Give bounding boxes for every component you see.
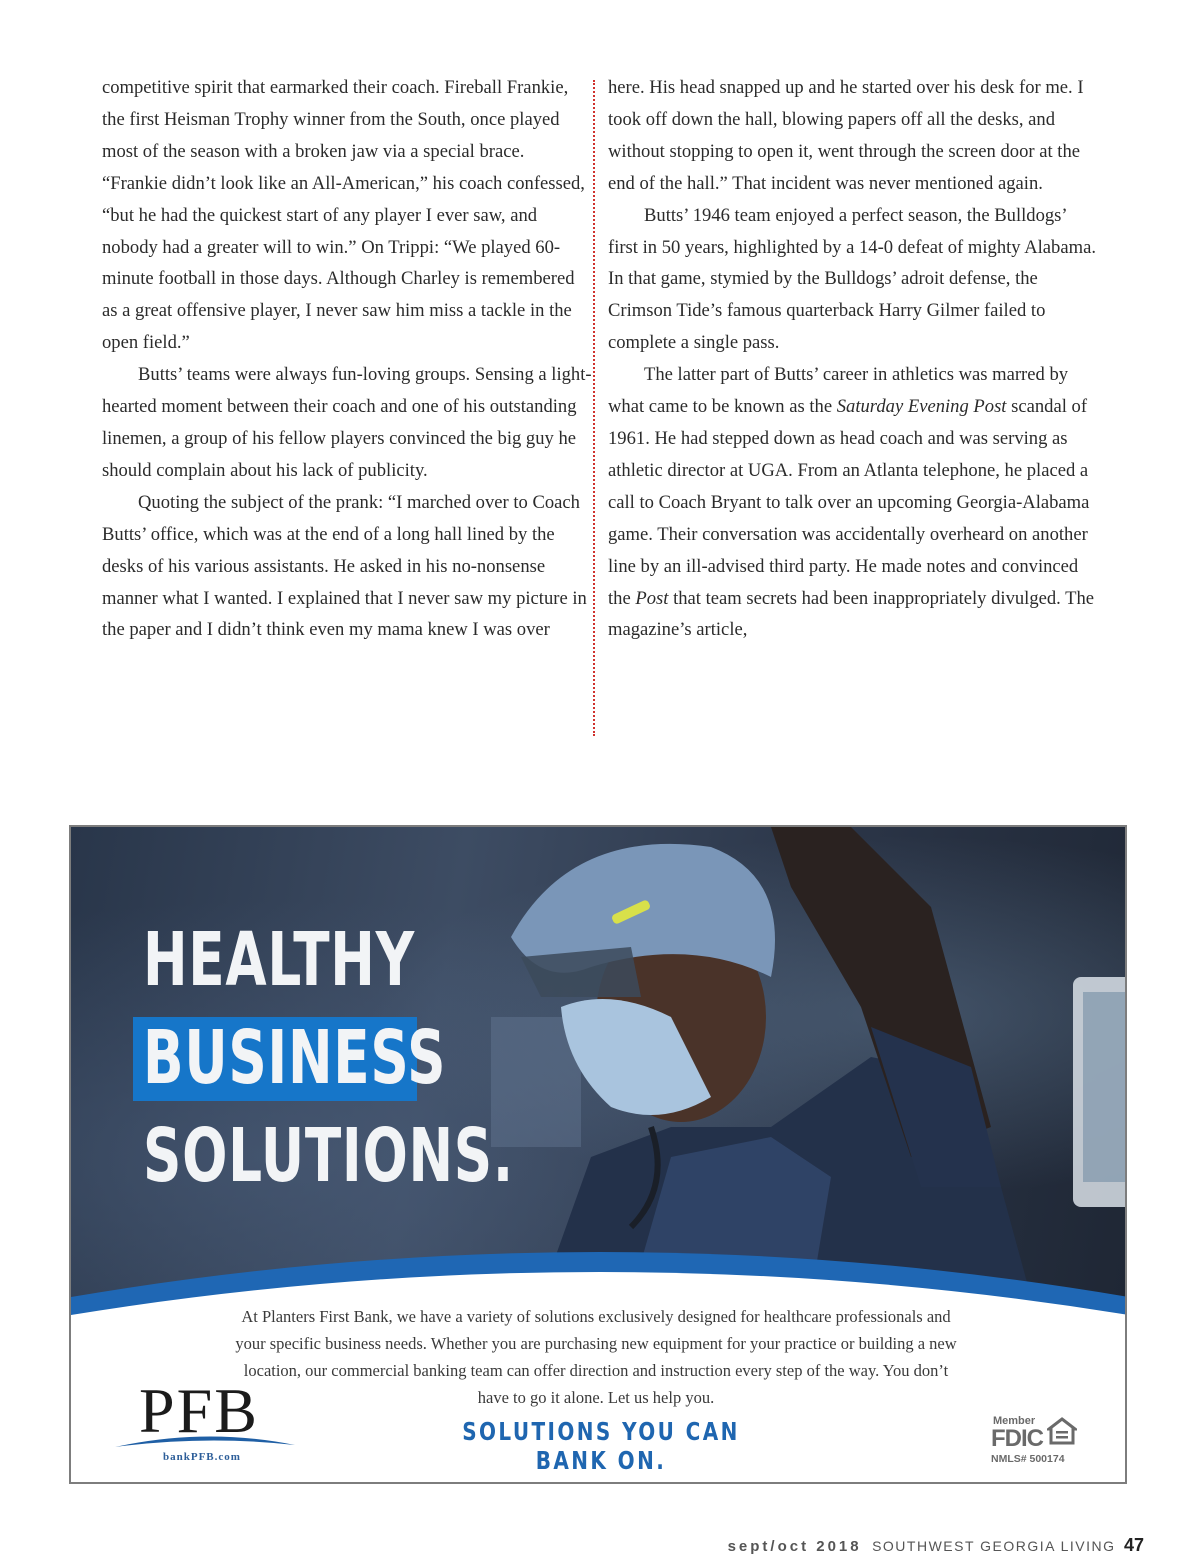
- ad-body-copy: At Planters First Bank, we have a variety of solutions exclusively designed for healthcare professionals and your specific business needs. Whether you are purchasing new equipment for your practice or building a new location, our commercial banking team can offer direction and instruction every step of the way. You don’t have to go it alone. Let us help you.: [235, 1307, 957, 1407]
- article-text: scandal of 1961. He had stepped down as head coach and was serving as athletic director at UGA. From an Atlanta telephone, he placed a call to Coach Bryant to talk over an upcoming Georgia-Alabama game. Their conversation was accidentally overheard on another line by an ill-advised third party. He made notes and convinced the: [608, 396, 1090, 609]
- article-paragraph: competitive spirit that earmarked their coach. Fireball Frankie, the first Heisman Trophy winner from the South, once played most of the season with a broken jaw via a special brace. “Frankie didn’t look like an All-American,” his coach confessed, “but he had the quickest start of any player I ever saw, and nobody had a greater will to win.” On Trippi: “We played 60-minute football in those days. Although Charley is remembered as a great offensive player, I never saw him miss a tackle in the open field.”: [102, 77, 585, 354]
- page-number: 47: [1123, 1535, 1144, 1555]
- ad-headline-line-3: SOLUTIONS.: [143, 1113, 514, 1199]
- magazine-name: SOUTHWEST GEORGIA LIVING: [872, 1538, 1116, 1554]
- article-paragraph: Butts’ teams were always fun-loving groups. Sensing a light-hearted moment between their coach and one of his outstanding linemen, a group of his fellow players convinced the big guy he should complain about his lack of publicity.: [102, 364, 592, 481]
- issue-date: sept/oct 2018: [727, 1538, 862, 1555]
- surgeon-photo: [71, 827, 1125, 1297]
- article-paragraph: [608, 359, 1098, 646]
- ad-tagline: SOLUTIONS YOU CAN BANK ON.: [462, 1417, 740, 1475]
- equal-housing-lender-icon: [1047, 1417, 1077, 1449]
- ad-headline-line-2: BUSINESS: [143, 1015, 447, 1101]
- column-divider: [593, 80, 595, 736]
- fdic-member-label: Member: [993, 1415, 1036, 1427]
- article-text: The latter part of Butts’ career in athletics was marred by what came to be known as the: [608, 364, 1069, 418]
- page-footer: [728, 1535, 1144, 1556]
- pfb-logo: [111, 1375, 301, 1469]
- publication-title: Post: [635, 587, 669, 609]
- article-paragraph: Butts’ 1946 team enjoyed a perfect season, the Bulldogs’ first in 50 years, highlighted by a 14-0 defeat of mighty Alabama. In that game, stymied by the Bulldogs’ adroit defense, the Crimson Tide’s famous quarterback Harry Gilmer failed to complete a single pass.: [608, 204, 1096, 354]
- ad-headline-line-1: HEALTHY: [143, 917, 415, 1003]
- logo-wordmark: PFB: [139, 1375, 259, 1446]
- bank-advertisement: [69, 825, 1127, 1484]
- article-text: that team secrets had been inappropriately divulged. The magazine’s article,: [608, 587, 1095, 641]
- article-column-right: [608, 72, 1098, 646]
- article-paragraph: here. His head snapped up and he started over his desk for me. I took off down the hall, blowing papers off all the desks, and without stopping to open it, went through the screen door at the end of the hall.” That incident was never mentioned again.: [608, 77, 1084, 194]
- article-paragraph: Quoting the subject of the prank: “I marched over to Coach Butts’ office, which was at the end of a long hall lined by the desks of his various assistants. He asked in his no-nonsense manner what I wanted. I explained that I never saw my picture in the paper and I didn’t think even my mama knew I was over: [102, 491, 587, 641]
- bank-website[interactable]: bankPFB.com: [163, 1451, 241, 1463]
- fdic-badge: [989, 1415, 1099, 1470]
- article-column-left: [102, 72, 592, 646]
- publication-title: Saturday Evening Post: [836, 396, 1007, 418]
- logo-swoosh-icon: [111, 1431, 301, 1451]
- nmls-number: NMLS# 500174: [991, 1453, 1065, 1465]
- fdic-label: FDIC: [991, 1425, 1043, 1452]
